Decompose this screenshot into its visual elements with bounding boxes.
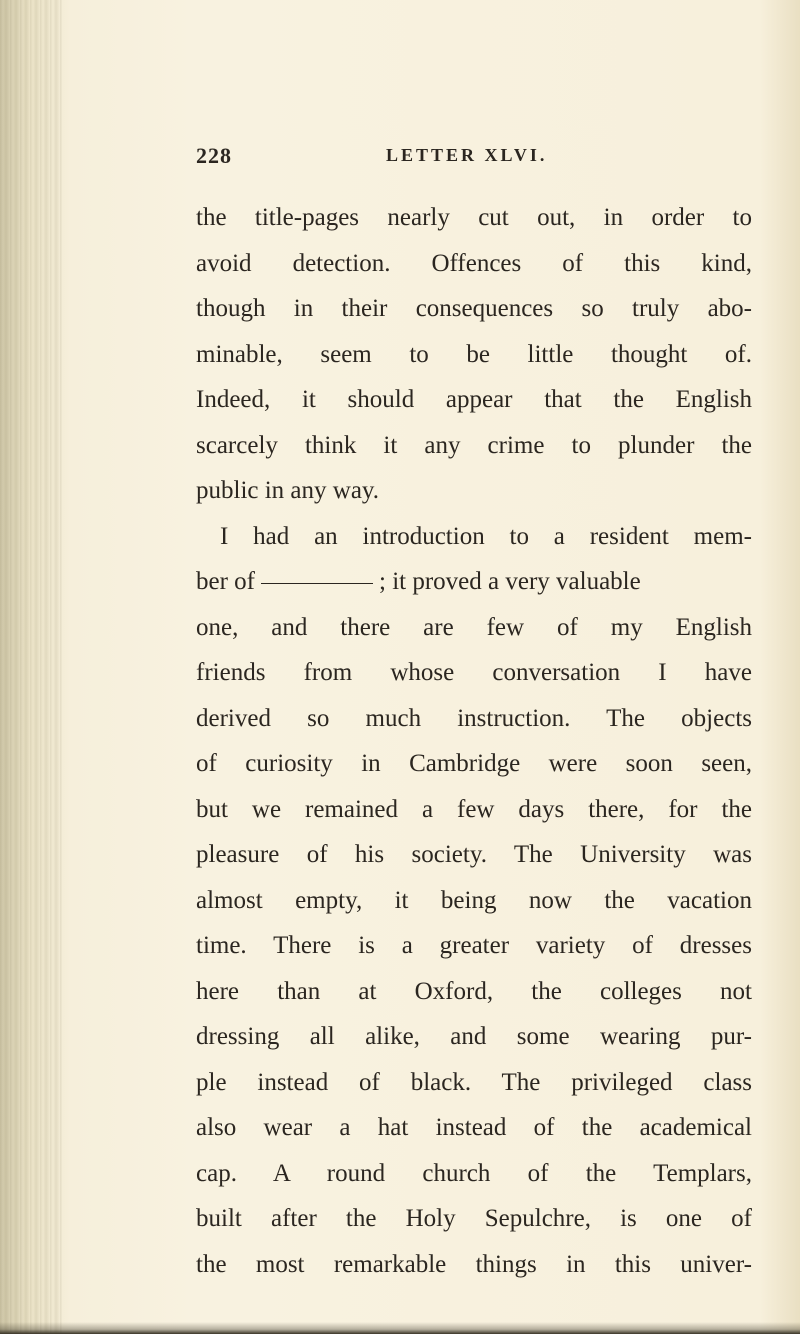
body-text [196,195,752,1287]
text-line: the most remarkable things in this univer- [196,1250,752,1278]
text-line: Indeed, it should appear that the English [196,386,752,413]
text-line: public in any way. [196,477,380,504]
running-head: LETTER XLVI. [386,145,548,165]
text-line: time. There is a greater variety of dresses [196,932,752,959]
text-line: cap. A round church of the Templars, [196,1159,752,1187]
text-fragment: ; it proved a very valuable [379,568,641,595]
text-line: friends from whose conversation I have [196,659,752,686]
page-number: 228 [196,143,232,168]
text-line: derived so much instruction. The objects [196,704,752,732]
text-line: dressing all alike, and some wearing pur- [196,1023,752,1050]
text-line: minable, seem to be little thought of. [196,340,752,368]
text-line: one, and there are few of my English [196,613,752,641]
text-line: pleasure of his society. The University was [196,841,752,868]
text-line: ple instead of black. The privileged class [196,1068,752,1096]
text-fragment: ber of [196,568,255,595]
text-line: also wear a hat instead of the academical [196,1114,752,1141]
page-bottom-shadow [0,1322,800,1334]
text-line: but we remained a few days there, for the [196,795,752,823]
text-line-with-dash [196,559,752,605]
text-line: I had an introduction to a resident mem- [220,522,752,550]
page-header [196,143,736,173]
text-line: of curiosity in Cambridge were soon seen, [196,750,752,777]
redaction-dash [261,583,373,584]
page-binding-edge [0,0,62,1334]
text-line: though in their consequences so truly abo- [196,295,752,322]
text-line: here than at Oxford, the colleges not [196,977,752,1005]
text-line: almost empty, it being now the vacation [196,886,752,914]
text-line: built after the Holy Sepulchre, is one of [196,1205,752,1232]
text-line: avoid detection. Offences of this kind, [196,249,752,277]
text-line: scarcely think it any crime to plunder the [196,431,752,459]
text-line: the title-pages nearly cut out, in order to [196,204,752,231]
